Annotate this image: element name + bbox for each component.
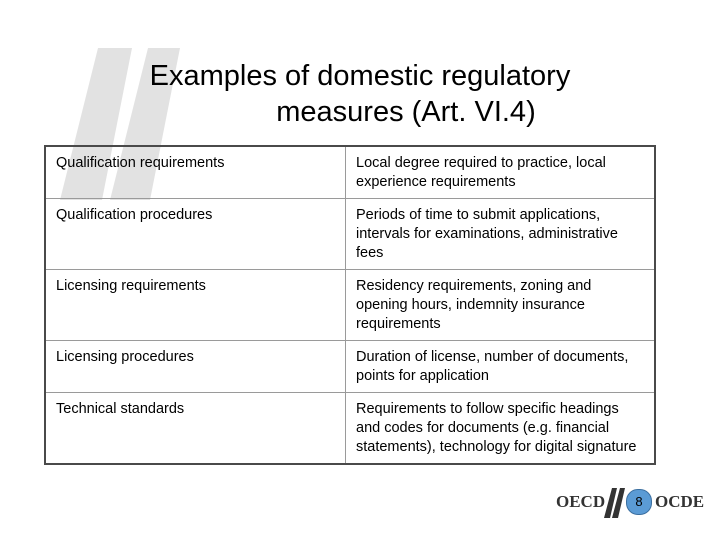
measure-cell: Qualification requirements bbox=[45, 146, 346, 199]
examples-cell: Duration of license, number of documents, points for application bbox=[346, 341, 656, 393]
table-row bbox=[45, 146, 655, 199]
title-line-2: measures (Art. VI.4) bbox=[276, 96, 536, 128]
title-line-1: Examples of domestic regulatory bbox=[149, 60, 571, 92]
table-row bbox=[45, 341, 655, 393]
examples-cell: Residency requirements, zoning and opening hours, indemnity insurance requirements bbox=[346, 270, 656, 341]
oecd-label: OECD bbox=[556, 492, 606, 511]
oecd-logo-icon bbox=[602, 486, 628, 520]
examples-cell: Local degree required to practice, local experience requirements bbox=[346, 146, 656, 199]
measure-cell: Technical standards bbox=[45, 393, 346, 465]
footer-logos bbox=[556, 484, 706, 524]
page-number-badge: 8 bbox=[626, 489, 652, 515]
measure-cell: Qualification procedures bbox=[45, 199, 346, 270]
table-row bbox=[45, 270, 655, 341]
examples-cell: Periods of time to submit applications, intervals for examinations, administrative fees bbox=[346, 199, 656, 270]
page-title bbox=[60, 58, 660, 130]
measures-table bbox=[44, 145, 656, 465]
ocde-label: OCDE bbox=[655, 492, 705, 511]
examples-cell: Requirements to follow specific headings and codes for documents (e.g. financial statements), technology for digital signature bbox=[346, 393, 656, 465]
measure-cell: Licensing procedures bbox=[45, 341, 346, 393]
measure-cell: Licensing requirements bbox=[45, 270, 346, 341]
table-row bbox=[45, 393, 655, 465]
table-row bbox=[45, 199, 655, 270]
